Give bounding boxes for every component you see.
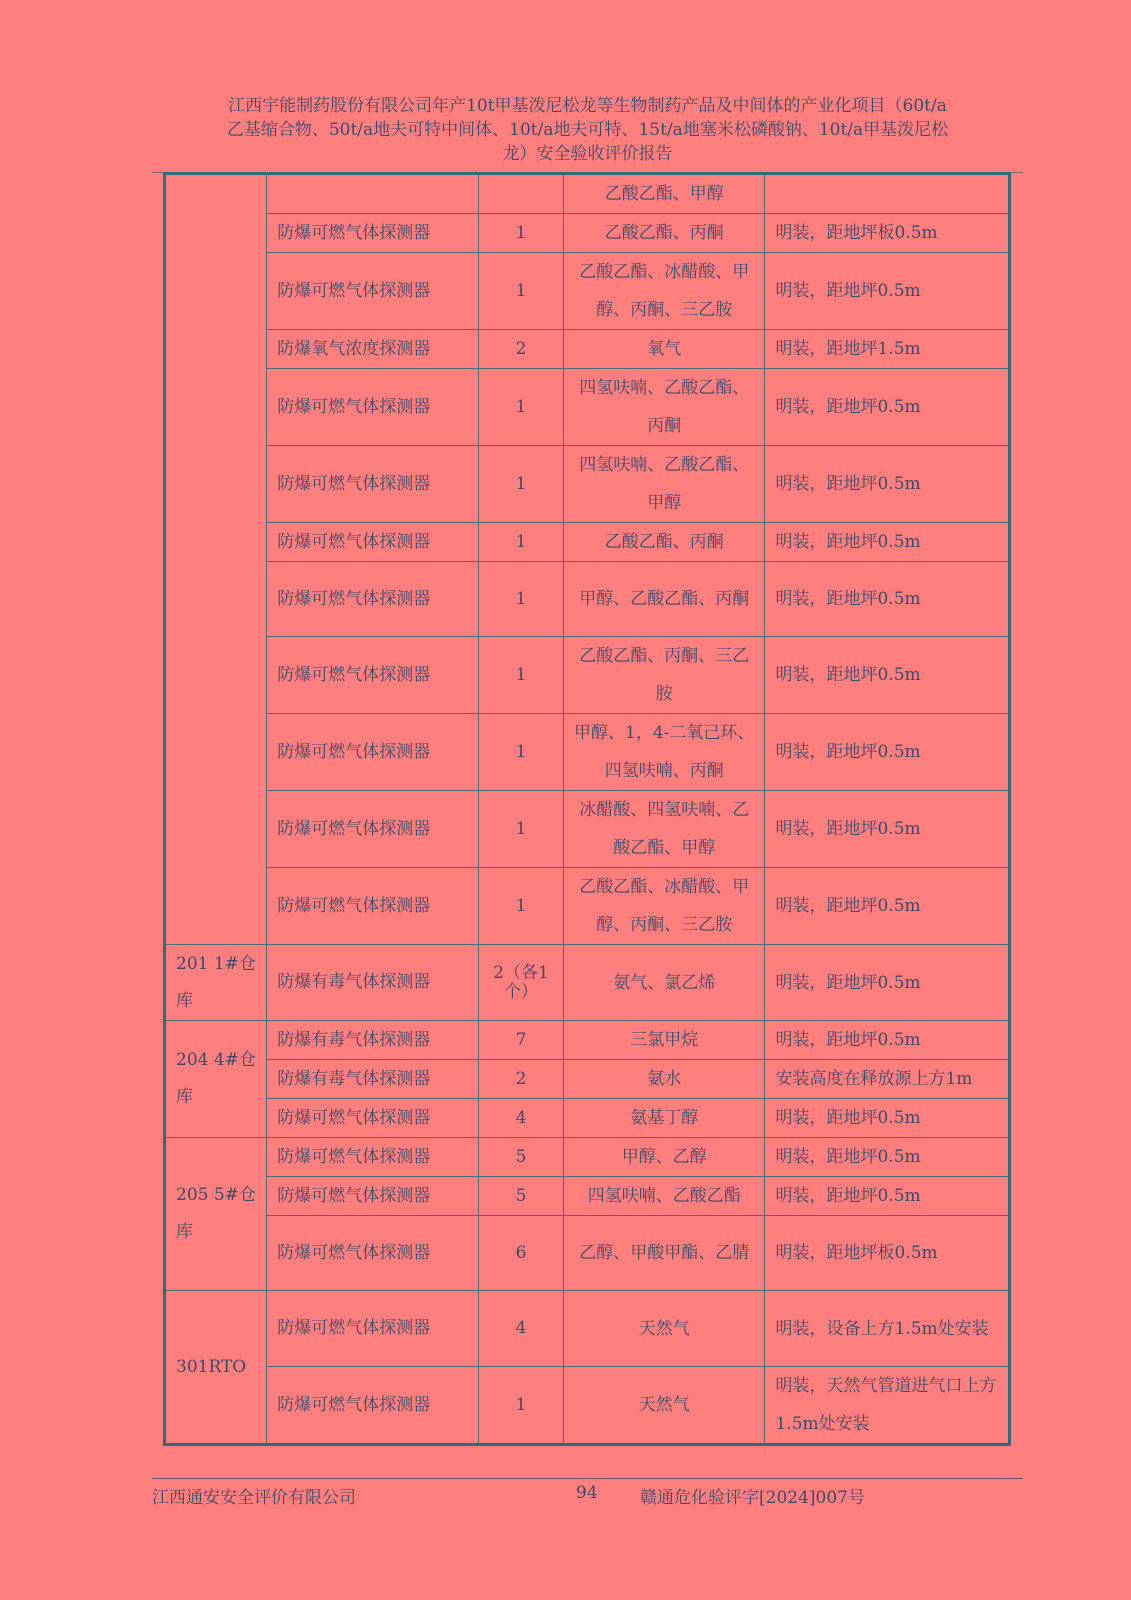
- quantity-cell: 1: [479, 714, 564, 791]
- quantity-cell: 2: [479, 1060, 564, 1099]
- table-row: [165, 945, 1010, 1021]
- detector-name-cell: 防爆可燃气体探测器: [267, 214, 479, 253]
- quantity-cell: 4: [479, 1291, 564, 1367]
- detector-name-cell: 防爆可燃气体探测器: [267, 1291, 479, 1367]
- medium-cell: 氨水: [563, 1060, 765, 1099]
- quantity-cell: 5: [479, 1138, 564, 1177]
- medium-cell: 冰醋酸、四氢呋喃、乙酸乙酯、甲醇: [563, 791, 765, 868]
- table-row: [165, 1367, 1010, 1445]
- install-cell: 明装，设备上方1.5m处安装: [765, 1291, 1010, 1367]
- footer-company: 江西通安安全评价有限公司: [152, 1488, 356, 1508]
- medium-cell: 乙酸乙酯、丙酮: [563, 523, 765, 562]
- table-row: [165, 369, 1010, 446]
- detector-name-cell: 防爆可燃气体探测器: [267, 562, 479, 637]
- footer-divider: [152, 1478, 1023, 1479]
- medium-cell: 甲醇、1，4-二氧己环、四氢呋喃、丙酮: [563, 714, 765, 791]
- quantity-cell: 1: [479, 523, 564, 562]
- table-row: [165, 330, 1010, 369]
- header-title-line3: 龙）安全验收评价报告: [502, 144, 673, 164]
- detector-name-cell: 防爆可燃气体探测器: [267, 1216, 479, 1291]
- quantity-cell: 5: [479, 1177, 564, 1216]
- table-row: [165, 562, 1010, 637]
- table-row: [165, 868, 1010, 945]
- install-cell: 明装，距地坪0.5m: [765, 446, 1010, 523]
- detector-table: [163, 172, 1011, 1446]
- install-cell: 明装，距地坪1.5m: [765, 330, 1010, 369]
- install-cell: 明装，距地坪0.5m: [765, 1177, 1010, 1216]
- table-row: [165, 253, 1010, 330]
- location-cell: 205 5#仓库: [165, 1138, 267, 1291]
- install-cell: 明装，距地坪0.5m: [765, 1021, 1010, 1060]
- quantity-cell: 2（各1个）: [479, 945, 564, 1021]
- table-row: [165, 214, 1010, 253]
- quantity-cell: 6: [479, 1216, 564, 1291]
- table-row: [165, 1099, 1010, 1138]
- detector-name-cell: 防爆可燃气体探测器: [267, 868, 479, 945]
- quantity-cell: 4: [479, 1099, 564, 1138]
- medium-cell: 乙酸乙酯、丙酮: [563, 214, 765, 253]
- detector-name-cell: 防爆可燃气体探测器: [267, 791, 479, 868]
- install-cell: 明装，距地坪0.5m: [765, 791, 1010, 868]
- table-row: [165, 1216, 1010, 1291]
- quantity-cell: 1: [479, 868, 564, 945]
- detector-name-cell: 防爆氧气浓度探测器: [267, 330, 479, 369]
- detector-name-cell: 防爆有毒气体探测器: [267, 1021, 479, 1060]
- table-row: [165, 791, 1010, 868]
- install-cell: [765, 174, 1010, 214]
- table-body: [165, 174, 1010, 1445]
- medium-cell: 乙酸乙酯、丙酮、三乙胺: [563, 637, 765, 714]
- footer-document-number: 赣通危化验评字[2024]007号: [640, 1488, 865, 1508]
- quantity-cell: 1: [479, 253, 564, 330]
- medium-cell: 乙醇、甲酸甲酯、乙腈: [563, 1216, 765, 1291]
- quantity-cell: 1: [479, 791, 564, 868]
- detector-name-cell: 防爆可燃气体探测器: [267, 714, 479, 791]
- quantity-cell: [479, 174, 564, 214]
- install-cell: 明装，距地坪0.5m: [765, 637, 1010, 714]
- install-cell: 安装高度在释放源上方1m: [765, 1060, 1010, 1099]
- detector-name-cell: 防爆可燃气体探测器: [267, 1177, 479, 1216]
- install-cell: 明装，距地坪0.5m: [765, 945, 1010, 1021]
- table-row: [165, 446, 1010, 523]
- medium-cell: 乙酸乙酯、冰醋酸、甲醇、丙酮、三乙胺: [563, 253, 765, 330]
- detector-name-cell: 防爆可燃气体探测器: [267, 637, 479, 714]
- medium-cell: 乙酸乙酯、冰醋酸、甲醇、丙酮、三乙胺: [563, 868, 765, 945]
- header-title-line2: 乙基缩合物、50t/a地夫可特中间体、10t/a地夫可特、15t/a地塞米松磷酸钠、10t/a甲基泼尼松: [226, 120, 949, 140]
- table-row: [165, 637, 1010, 714]
- quantity-cell: 1: [479, 562, 564, 637]
- table-row: [165, 1291, 1010, 1367]
- location-cell: 201 1#仓库: [165, 945, 267, 1021]
- quantity-cell: 1: [479, 1367, 564, 1445]
- detector-name-cell: 防爆有毒气体探测器: [267, 945, 479, 1021]
- medium-cell: 四氢呋喃、乙酸乙酯: [563, 1177, 765, 1216]
- detector-name-cell: 防爆可燃气体探测器: [267, 446, 479, 523]
- install-cell: 明装，距地坪0.5m: [765, 562, 1010, 637]
- quantity-cell: 1: [479, 214, 564, 253]
- quantity-cell: 1: [479, 369, 564, 446]
- header-title-line1: 江西宇能制药股份有限公司年产10t甲基泼尼松龙等生物制药产品及中间体的产业化项目（60t/a: [228, 96, 947, 116]
- medium-cell: 天然气: [563, 1367, 765, 1445]
- medium-cell: 天然气: [563, 1291, 765, 1367]
- table-row: [165, 1021, 1010, 1060]
- table-row: [165, 714, 1010, 791]
- quantity-cell: 1: [479, 446, 564, 523]
- quantity-cell: 2: [479, 330, 564, 369]
- install-cell: 明装，距地坪0.5m: [765, 868, 1010, 945]
- table-row: [165, 523, 1010, 562]
- medium-cell: 氧气: [563, 330, 765, 369]
- location-cell: 301RTO: [165, 1291, 267, 1445]
- detector-name-cell: 防爆可燃气体探测器: [267, 1138, 479, 1177]
- location-cell: [165, 174, 267, 945]
- quantity-cell: 7: [479, 1021, 564, 1060]
- install-cell: 明装，距地坪0.5m: [765, 523, 1010, 562]
- install-cell: 明装，距地坪0.5m: [765, 1099, 1010, 1138]
- install-cell: 明装，距地坪0.5m: [765, 714, 1010, 791]
- detector-name-cell: 防爆可燃气体探测器: [267, 253, 479, 330]
- detector-name-cell: 防爆可燃气体探测器: [267, 523, 479, 562]
- detector-name-cell: 防爆可燃气体探测器: [267, 369, 479, 446]
- table-row: [165, 174, 1010, 214]
- detector-name-cell: 防爆有毒气体探测器: [267, 1060, 479, 1099]
- install-cell: 明装，距地坪0.5m: [765, 369, 1010, 446]
- table-row: [165, 1138, 1010, 1177]
- detector-name-cell: 防爆可燃气体探测器: [267, 1367, 479, 1445]
- quantity-cell: 1: [479, 637, 564, 714]
- medium-cell: 三氯甲烷: [563, 1021, 765, 1060]
- medium-cell: 氨气、氯乙烯: [563, 945, 765, 1021]
- install-cell: 明装，距地坪板0.5m: [765, 214, 1010, 253]
- medium-cell: 甲醇、乙酸乙酯、丙酮: [563, 562, 765, 637]
- medium-cell: 氨基丁醇: [563, 1099, 765, 1138]
- detector-name-cell: [267, 174, 479, 214]
- install-cell: 明装，天然气管道进气口上方1.5m处安装: [765, 1367, 1010, 1445]
- location-cell: 204 4#仓库: [165, 1021, 267, 1138]
- footer-page-number: 94: [576, 1483, 598, 1503]
- install-cell: 明装，距地坪0.5m: [765, 1138, 1010, 1177]
- table-row: [165, 1177, 1010, 1216]
- install-cell: 明装，距地坪0.5m: [765, 253, 1010, 330]
- page-header: [155, 94, 1020, 166]
- install-cell: 明装，距地坪板0.5m: [765, 1216, 1010, 1291]
- table-row: [165, 1060, 1010, 1099]
- medium-cell: 四氢呋喃、乙酸乙酯、甲醇: [563, 446, 765, 523]
- medium-cell: 乙酸乙酯、甲醇: [563, 174, 765, 214]
- medium-cell: 甲醇、乙醇: [563, 1138, 765, 1177]
- medium-cell: 四氢呋喃、乙酸乙酯、丙酮: [563, 369, 765, 446]
- detector-name-cell: 防爆可燃气体探测器: [267, 1099, 479, 1138]
